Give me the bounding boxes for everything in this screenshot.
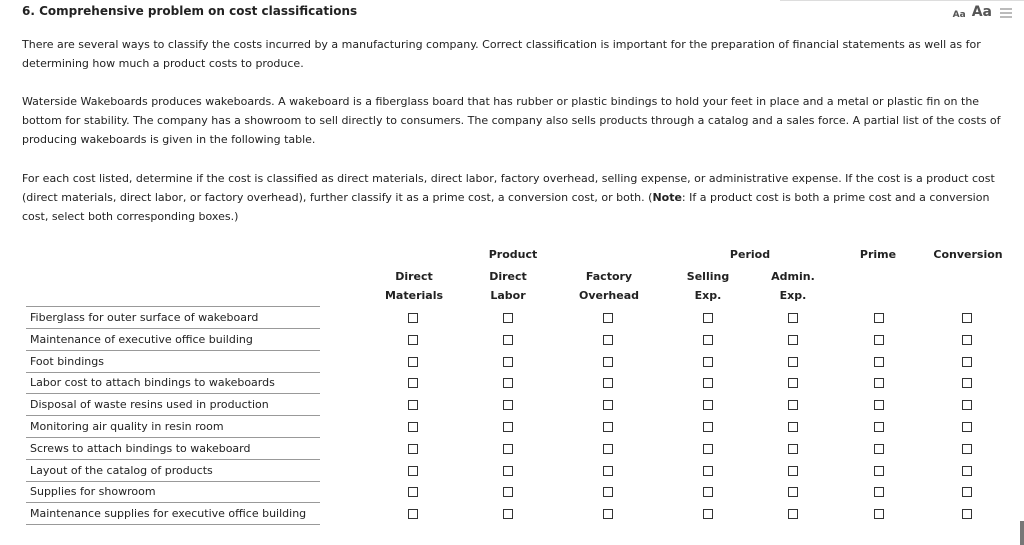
- cost-item-label: Foot bindings: [26, 351, 320, 373]
- checkbox-factory-overhead[interactable]: [603, 313, 613, 323]
- checkbox-selling-exp[interactable]: [703, 400, 713, 410]
- checkbox-direct-labor[interactable]: [503, 466, 513, 476]
- header-product: Product: [488, 248, 538, 261]
- table-row: [26, 351, 1024, 373]
- checkbox-prime[interactable]: [874, 444, 884, 454]
- table-row: [26, 438, 1024, 460]
- checkbox-direct-materials[interactable]: [408, 313, 418, 323]
- checkbox-admin-exp[interactable]: [788, 422, 798, 432]
- cost-item-label: Maintenance supplies for executive office building: [26, 503, 320, 525]
- checkbox-direct-materials[interactable]: [408, 466, 418, 476]
- checkbox-admin-exp[interactable]: [788, 335, 798, 345]
- table-row: [26, 394, 1024, 416]
- checkbox-direct-labor[interactable]: [503, 400, 513, 410]
- cost-item-label: Monitoring air quality in resin room: [26, 416, 320, 438]
- checkbox-prime[interactable]: [874, 335, 884, 345]
- checkbox-admin-exp[interactable]: [788, 487, 798, 497]
- header-admin-exp: Admin. Exp.: [771, 270, 815, 302]
- cost-item-label: Screws to attach bindings to wakeboard: [26, 438, 320, 460]
- checkbox-prime[interactable]: [874, 422, 884, 432]
- header-period: Period: [729, 248, 771, 261]
- checkbox-selling-exp[interactable]: [703, 466, 713, 476]
- table-row: [26, 329, 1024, 351]
- checkbox-direct-materials[interactable]: [408, 335, 418, 345]
- checkbox-direct-labor[interactable]: [503, 444, 513, 454]
- cost-item-label: Fiberglass for outer surface of wakeboard: [26, 307, 320, 329]
- checkbox-factory-overhead[interactable]: [603, 466, 613, 476]
- checkbox-conversion[interactable]: [962, 378, 972, 388]
- checkbox-direct-materials[interactable]: [408, 400, 418, 410]
- checkbox-admin-exp[interactable]: [788, 357, 798, 367]
- checkbox-admin-exp[interactable]: [788, 400, 798, 410]
- checkbox-admin-exp[interactable]: [788, 509, 798, 519]
- checkbox-direct-labor[interactable]: [503, 313, 513, 323]
- checkbox-direct-materials[interactable]: [408, 378, 418, 388]
- cost-item-label: Layout of the catalog of products: [26, 460, 320, 482]
- checkbox-selling-exp[interactable]: [703, 444, 713, 454]
- checkbox-conversion[interactable]: [962, 487, 972, 497]
- table-row: [26, 416, 1024, 438]
- checkbox-direct-labor[interactable]: [503, 509, 513, 519]
- checkbox-factory-overhead[interactable]: [603, 400, 613, 410]
- checkbox-conversion[interactable]: [962, 509, 972, 519]
- font-size-tools: [953, 4, 1012, 20]
- table-row: [26, 372, 1024, 394]
- cost-item-label: Supplies for showroom: [26, 481, 320, 503]
- checkbox-prime[interactable]: [874, 313, 884, 323]
- decrease-font-button[interactable]: Aa: [952, 10, 966, 20]
- checkbox-selling-exp[interactable]: [703, 378, 713, 388]
- checkbox-prime[interactable]: [874, 400, 884, 410]
- checkbox-admin-exp[interactable]: [788, 378, 798, 388]
- table-row: [26, 307, 1024, 329]
- checkbox-admin-exp[interactable]: [788, 466, 798, 476]
- checkbox-factory-overhead[interactable]: [603, 357, 613, 367]
- increase-font-button[interactable]: Aa: [971, 4, 992, 20]
- checkbox-admin-exp[interactable]: [788, 313, 798, 323]
- checkbox-direct-labor[interactable]: [503, 487, 513, 497]
- checkbox-direct-materials[interactable]: [408, 444, 418, 454]
- checkbox-selling-exp[interactable]: [703, 313, 713, 323]
- checkbox-factory-overhead[interactable]: [603, 335, 613, 345]
- cost-item-label: Disposal of waste resins used in production: [26, 394, 320, 416]
- checkbox-selling-exp[interactable]: [703, 335, 713, 345]
- checkbox-prime[interactable]: [874, 357, 884, 367]
- company-paragraph: Waterside Wakeboards produces wakeboards. A wakeboard is a fiberglass board that has rubber or plastic bindings to hold your feet in place and a metal or plastic fin on the bottom for stability. The company has a showroom to sell directly to consumers. The company also sells products through a catalog and a sales force. A partial list of the costs of producing wakeboards is given in the following table.: [22, 95, 1001, 146]
- checkbox-conversion[interactable]: [962, 400, 972, 410]
- checkbox-prime[interactable]: [874, 509, 884, 519]
- cost-item-label: Maintenance of executive office building: [26, 329, 320, 351]
- checkbox-direct-labor[interactable]: [503, 422, 513, 432]
- header-direct-materials: Direct Materials: [384, 270, 444, 302]
- checkbox-selling-exp[interactable]: [703, 509, 713, 519]
- cost-item-label: Labor cost to attach bindings to wakeboards: [26, 372, 320, 394]
- header-conversion: Conversion: [933, 248, 1003, 261]
- checkbox-conversion[interactable]: [962, 422, 972, 432]
- checkbox-direct-labor[interactable]: [503, 357, 513, 367]
- checkbox-factory-overhead[interactable]: [603, 444, 613, 454]
- instructions-pre: For each cost listed, determine if the cost is classified as direct materials, direct labor, factory overhead, selling expense, or administrative expense. If the cost is a product cost (direct materials, direct labor, or factory overhead), further classify it as a prime cost, a conversion cost, or both. (: [22, 172, 995, 204]
- intro-paragraph: There are several ways to classify the costs incurred by a manufacturing company. Correct classification is important for the preparation of financial statements as well as for determining how much a product costs to produce.: [22, 38, 981, 70]
- checkbox-admin-exp[interactable]: [788, 444, 798, 454]
- checkbox-prime[interactable]: [874, 378, 884, 388]
- note-label: Note: [652, 191, 682, 204]
- header-prime: Prime: [859, 248, 897, 261]
- problem-title: 6. Comprehensive problem on cost classifications: [22, 4, 358, 18]
- checkbox-prime[interactable]: [874, 466, 884, 476]
- checkbox-direct-labor[interactable]: [503, 335, 513, 345]
- checkbox-conversion[interactable]: [962, 335, 972, 345]
- instructions-paragraph: [22, 169, 1012, 226]
- checkbox-conversion[interactable]: [962, 444, 972, 454]
- checkbox-selling-exp[interactable]: [703, 357, 713, 367]
- checkbox-factory-overhead[interactable]: [603, 378, 613, 388]
- checkbox-prime[interactable]: [874, 487, 884, 497]
- checkbox-direct-materials[interactable]: [408, 487, 418, 497]
- checkbox-selling-exp[interactable]: [703, 422, 713, 432]
- table-row: [26, 481, 1024, 503]
- table-row: [26, 503, 1024, 525]
- top-divider: [780, 0, 1024, 1]
- checkbox-factory-overhead[interactable]: [603, 422, 613, 432]
- checkbox-direct-materials[interactable]: [408, 357, 418, 367]
- menu-icon[interactable]: [1000, 8, 1012, 20]
- header-selling-exp: Selling Exp.: [686, 270, 730, 302]
- scrollbar-edge[interactable]: [1020, 521, 1024, 545]
- header-direct-labor: Direct Labor: [489, 270, 527, 302]
- checkbox-direct-materials[interactable]: [408, 509, 418, 519]
- checkbox-direct-labor[interactable]: [503, 378, 513, 388]
- checkbox-conversion[interactable]: [962, 466, 972, 476]
- checkbox-conversion[interactable]: [962, 313, 972, 323]
- instructions-post: : If a product cost is both a prime cost and a conversion cost, select both corresponding boxes.): [22, 191, 990, 223]
- checkbox-factory-overhead[interactable]: [603, 509, 613, 519]
- checkbox-direct-materials[interactable]: [408, 422, 418, 432]
- header-factory-overhead: Factory Overhead: [579, 270, 639, 302]
- checkbox-factory-overhead[interactable]: [603, 487, 613, 497]
- table-row: [26, 460, 1024, 482]
- checkbox-selling-exp[interactable]: [703, 487, 713, 497]
- checkbox-conversion[interactable]: [962, 357, 972, 367]
